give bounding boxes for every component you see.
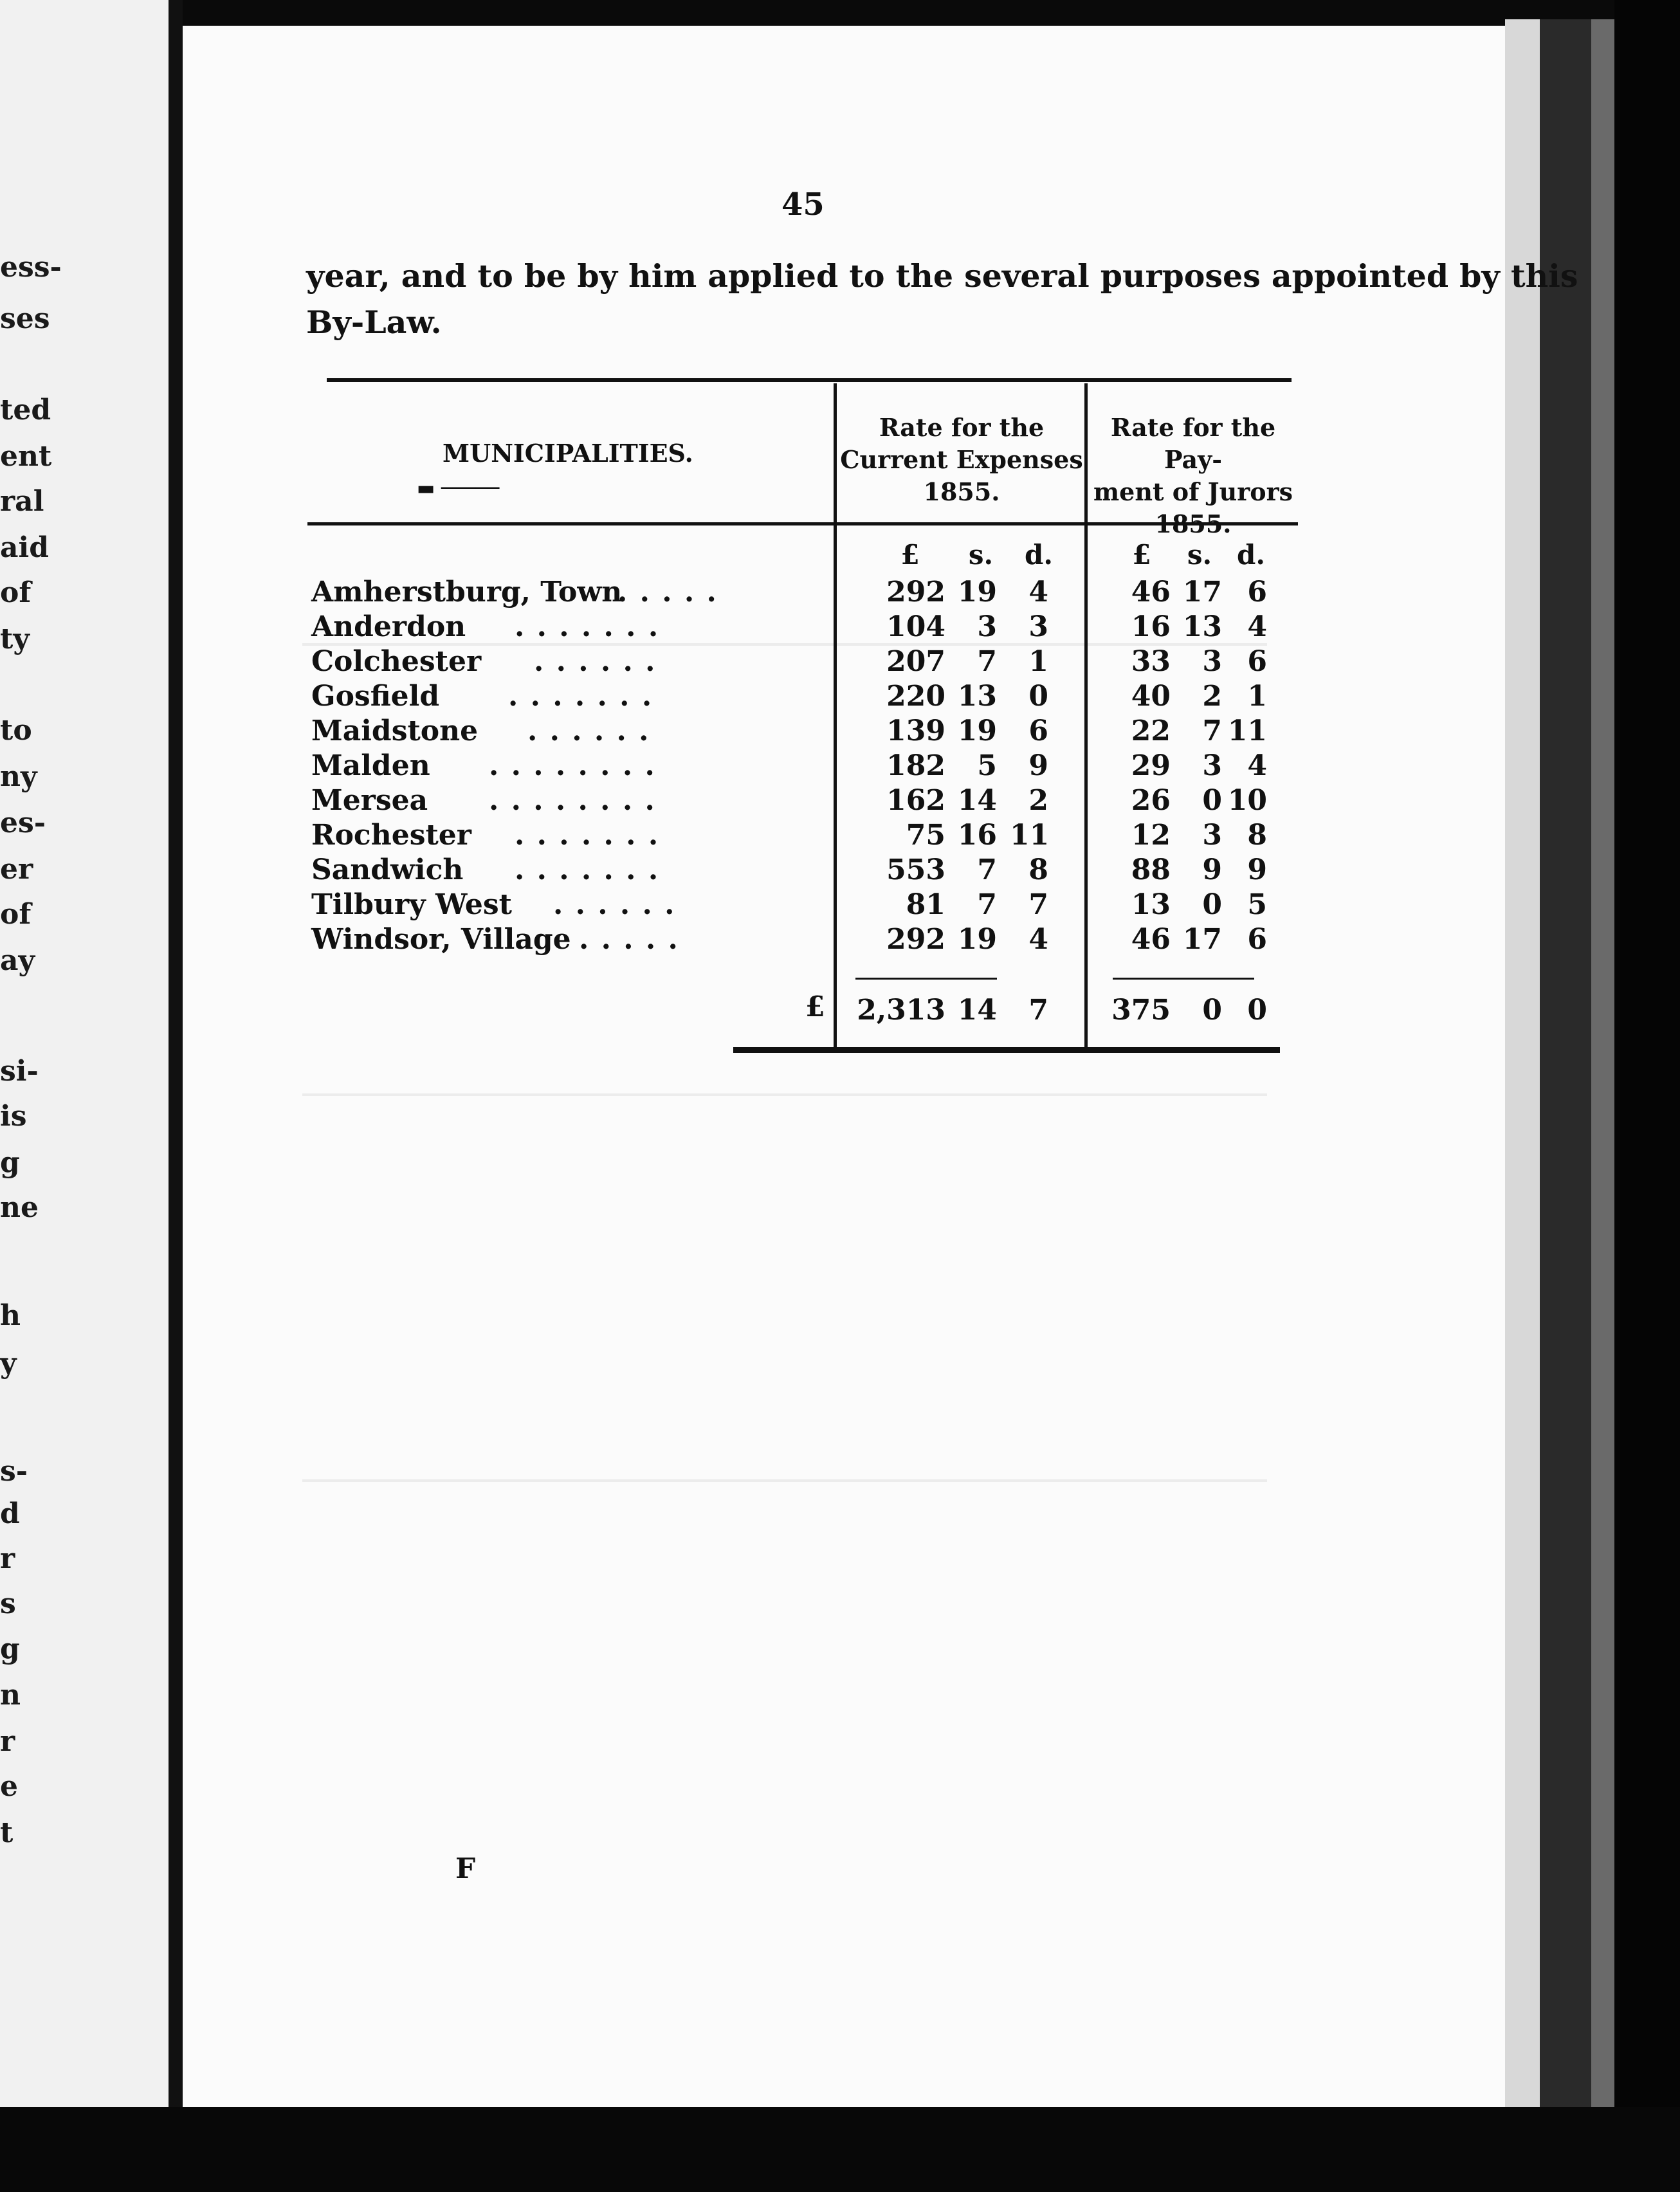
left-fragment: ess- — [0, 251, 62, 284]
current-pence: 8 — [1028, 854, 1048, 886]
municipality-name: Colchester — [311, 645, 482, 678]
jurors-pounds: 16 — [1131, 610, 1171, 643]
jurors-shillings: 13 — [1182, 610, 1222, 643]
municipality-name: Maidstone — [311, 715, 479, 747]
left-fragment: ne — [0, 1191, 39, 1224]
scan-border — [1614, 0, 1680, 2192]
jurors-shillings: 3 — [1202, 819, 1222, 852]
current-pence: 6 — [1028, 715, 1048, 747]
total-jurors-pounds: 375 — [1111, 994, 1171, 1027]
leader-dots: . . . . . . . — [515, 819, 660, 852]
signature-mark: F — [455, 1852, 476, 1885]
current-pounds: 292 — [886, 923, 945, 956]
municipality-name: Mersea — [311, 784, 428, 817]
current-pence: 3 — [1028, 610, 1048, 643]
current-pounds: 104 — [886, 610, 945, 643]
current-shillings: 16 — [957, 819, 997, 852]
total-rule — [855, 978, 997, 980]
jurors-pence: 9 — [1247, 854, 1267, 886]
unit-shillings: s. — [968, 539, 994, 571]
jurors-shillings: 0 — [1202, 784, 1222, 817]
left-fragment: e — [0, 1770, 18, 1803]
municipality-name: Gosfield — [311, 680, 440, 713]
left-fragment: d — [0, 1497, 20, 1530]
current-pounds: 182 — [886, 749, 945, 782]
left-fragment: ty — [0, 623, 30, 655]
left-fragment: s — [0, 1587, 16, 1620]
total-rule — [1113, 978, 1254, 980]
unit-pounds: £ — [900, 539, 920, 571]
intro-text-line: year, and to be by him applied to the several purposes appointed by this — [306, 257, 1578, 295]
current-shillings: 7 — [977, 888, 997, 921]
left-fragment: aid — [0, 531, 49, 564]
municipality-name: Rochester — [311, 819, 471, 852]
leader-dots: . . . . . — [579, 923, 679, 956]
current-pounds: 292 — [886, 576, 945, 608]
intro-text-line: By-Law. — [306, 304, 442, 341]
jurors-pounds: 40 — [1131, 680, 1171, 713]
left-fragment: r — [0, 1725, 15, 1758]
page-edge — [1540, 19, 1591, 2123]
left-fragment: ent — [0, 440, 52, 473]
table-bottom-rule — [733, 1047, 1280, 1053]
current-shillings: 19 — [957, 923, 997, 956]
left-fragment: g — [0, 1632, 20, 1665]
jurors-pounds: 46 — [1131, 923, 1171, 956]
left-fragment: ses — [0, 302, 50, 335]
jurors-shillings: 0 — [1202, 888, 1222, 921]
jurors-shillings: 9 — [1202, 854, 1222, 886]
current-pence: 0 — [1028, 680, 1048, 713]
leader-dots: . . . . . . — [553, 888, 676, 921]
municipalities-header: MUNICIPALITIES. — [443, 439, 693, 468]
jurors-pence: 6 — [1247, 645, 1267, 678]
unit-pounds: £ — [1132, 539, 1151, 571]
current-pence: 9 — [1028, 749, 1048, 782]
current-shillings: 7 — [977, 854, 997, 886]
current-pounds: 75 — [906, 819, 945, 852]
total-pound-sign: £ — [805, 991, 825, 1023]
jurors-pence: 4 — [1247, 610, 1267, 643]
jurors-pence: 6 — [1247, 923, 1267, 956]
left-fragment: s- — [0, 1455, 28, 1488]
header-ornament: ▬ ───── — [417, 477, 500, 500]
left-fragment: ral — [0, 485, 44, 518]
facing-page-fragment — [0, 0, 169, 2192]
current-pounds: 220 — [886, 680, 945, 713]
current-shillings: 19 — [957, 576, 997, 608]
jurors-pounds: 46 — [1131, 576, 1171, 608]
leader-dots: . . . . . . . . — [489, 749, 656, 782]
jurors-shillings: 17 — [1182, 576, 1222, 608]
jurors-pence: 6 — [1247, 576, 1267, 608]
jurors-pence: 8 — [1247, 819, 1267, 852]
total-jurors-shillings: 0 — [1202, 994, 1222, 1027]
jurors-pounds: 88 — [1131, 854, 1171, 886]
leader-dots: . . . . . . . — [508, 680, 653, 713]
left-fragment: is — [0, 1100, 27, 1133]
municipality-name: Anderdon — [311, 610, 466, 643]
jurors-pounds: 29 — [1131, 749, 1171, 782]
jurors-pence: 5 — [1247, 888, 1267, 921]
current-pence: 2 — [1028, 784, 1048, 817]
left-fragment: h — [0, 1299, 21, 1332]
municipality-name: Windsor, Village — [311, 923, 571, 956]
current-shillings: 14 — [957, 784, 997, 817]
left-fragment: es- — [0, 807, 46, 839]
municipality-name: Sandwich — [311, 854, 464, 886]
jurors-pounds: 22 — [1131, 715, 1171, 747]
left-fragment: of — [0, 576, 32, 609]
jurors-pence: 1 — [1247, 680, 1267, 713]
left-fragment: si- — [0, 1055, 39, 1088]
left-fragment: to — [0, 714, 32, 747]
unit-shillings: s. — [1187, 539, 1212, 571]
current-pence: 11 — [1010, 819, 1050, 852]
leader-dots: . . . . . . — [527, 715, 650, 747]
leader-dots: . . . . . — [617, 576, 718, 608]
left-fragment: n — [0, 1679, 21, 1712]
jurors-shillings: 17 — [1182, 923, 1222, 956]
left-fragment: er — [0, 853, 33, 886]
total-current-pounds: 2,313 — [857, 994, 945, 1027]
current-shillings: 13 — [957, 680, 997, 713]
binding-gutter — [169, 0, 183, 2192]
leader-dots: . . . . . . . — [515, 854, 660, 886]
jurors-pence: 10 — [1227, 784, 1267, 817]
total-current-pence: 7 — [1028, 994, 1048, 1027]
left-fragment: r — [0, 1542, 15, 1575]
jurors-pence: 11 — [1227, 715, 1267, 747]
unit-pence: d. — [1237, 539, 1265, 571]
total-jurors-pence: 0 — [1247, 994, 1267, 1027]
current-shillings: 19 — [957, 715, 997, 747]
current-pounds: 553 — [886, 854, 945, 886]
leader-dots: . . . . . . . . — [489, 784, 656, 817]
leader-dots: . . . . . . — [534, 645, 657, 678]
total-current-shillings: 14 — [957, 994, 997, 1027]
left-fragment: ny — [0, 760, 37, 793]
jurors-shillings: 2 — [1202, 680, 1222, 713]
current-shillings: 5 — [977, 749, 997, 782]
current-expenses-header: Rate for the Current Expenses 1855. — [840, 413, 1083, 506]
page-edge — [1591, 19, 1614, 2129]
jurors-header: Rate for the Pay- ment of Jurors 1855. — [1093, 413, 1293, 538]
jurors-pounds: 13 — [1131, 888, 1171, 921]
page-edge — [1505, 19, 1540, 2116]
left-fragment: t — [0, 1816, 14, 1849]
current-pence: 4 — [1028, 923, 1048, 956]
current-shillings: 3 — [977, 610, 997, 643]
municipality-name: Tilbury West — [311, 888, 512, 921]
jurors-pence: 4 — [1247, 749, 1267, 782]
jurors-shillings: 3 — [1202, 749, 1222, 782]
current-pounds: 207 — [886, 645, 945, 678]
left-fragment: ted — [0, 394, 51, 426]
page-number: 45 — [781, 187, 825, 223]
current-pence: 7 — [1028, 888, 1048, 921]
jurors-pounds: 26 — [1131, 784, 1171, 817]
jurors-shillings: 3 — [1202, 645, 1222, 678]
leader-dots: . . . . . . . — [515, 610, 660, 643]
left-fragment: y — [0, 1347, 17, 1380]
current-pounds: 162 — [886, 784, 945, 817]
left-fragment: g — [0, 1146, 20, 1179]
scan-border — [0, 2107, 1680, 2192]
current-pence: 1 — [1028, 645, 1048, 678]
current-shillings: 7 — [977, 645, 997, 678]
left-fragment: of — [0, 898, 32, 931]
municipality-name: Malden — [311, 749, 430, 782]
jurors-shillings: 7 — [1202, 715, 1222, 747]
current-pounds: 81 — [906, 888, 945, 921]
municipality-name: Amherstburg, Town — [311, 576, 623, 608]
current-pence: 4 — [1028, 576, 1048, 608]
left-fragment: ay — [0, 944, 35, 977]
unit-pence: d. — [1025, 539, 1053, 571]
table-top-rule — [327, 378, 1292, 382]
current-pounds: 139 — [886, 715, 945, 747]
jurors-pounds: 33 — [1131, 645, 1171, 678]
jurors-pounds: 12 — [1131, 819, 1171, 852]
